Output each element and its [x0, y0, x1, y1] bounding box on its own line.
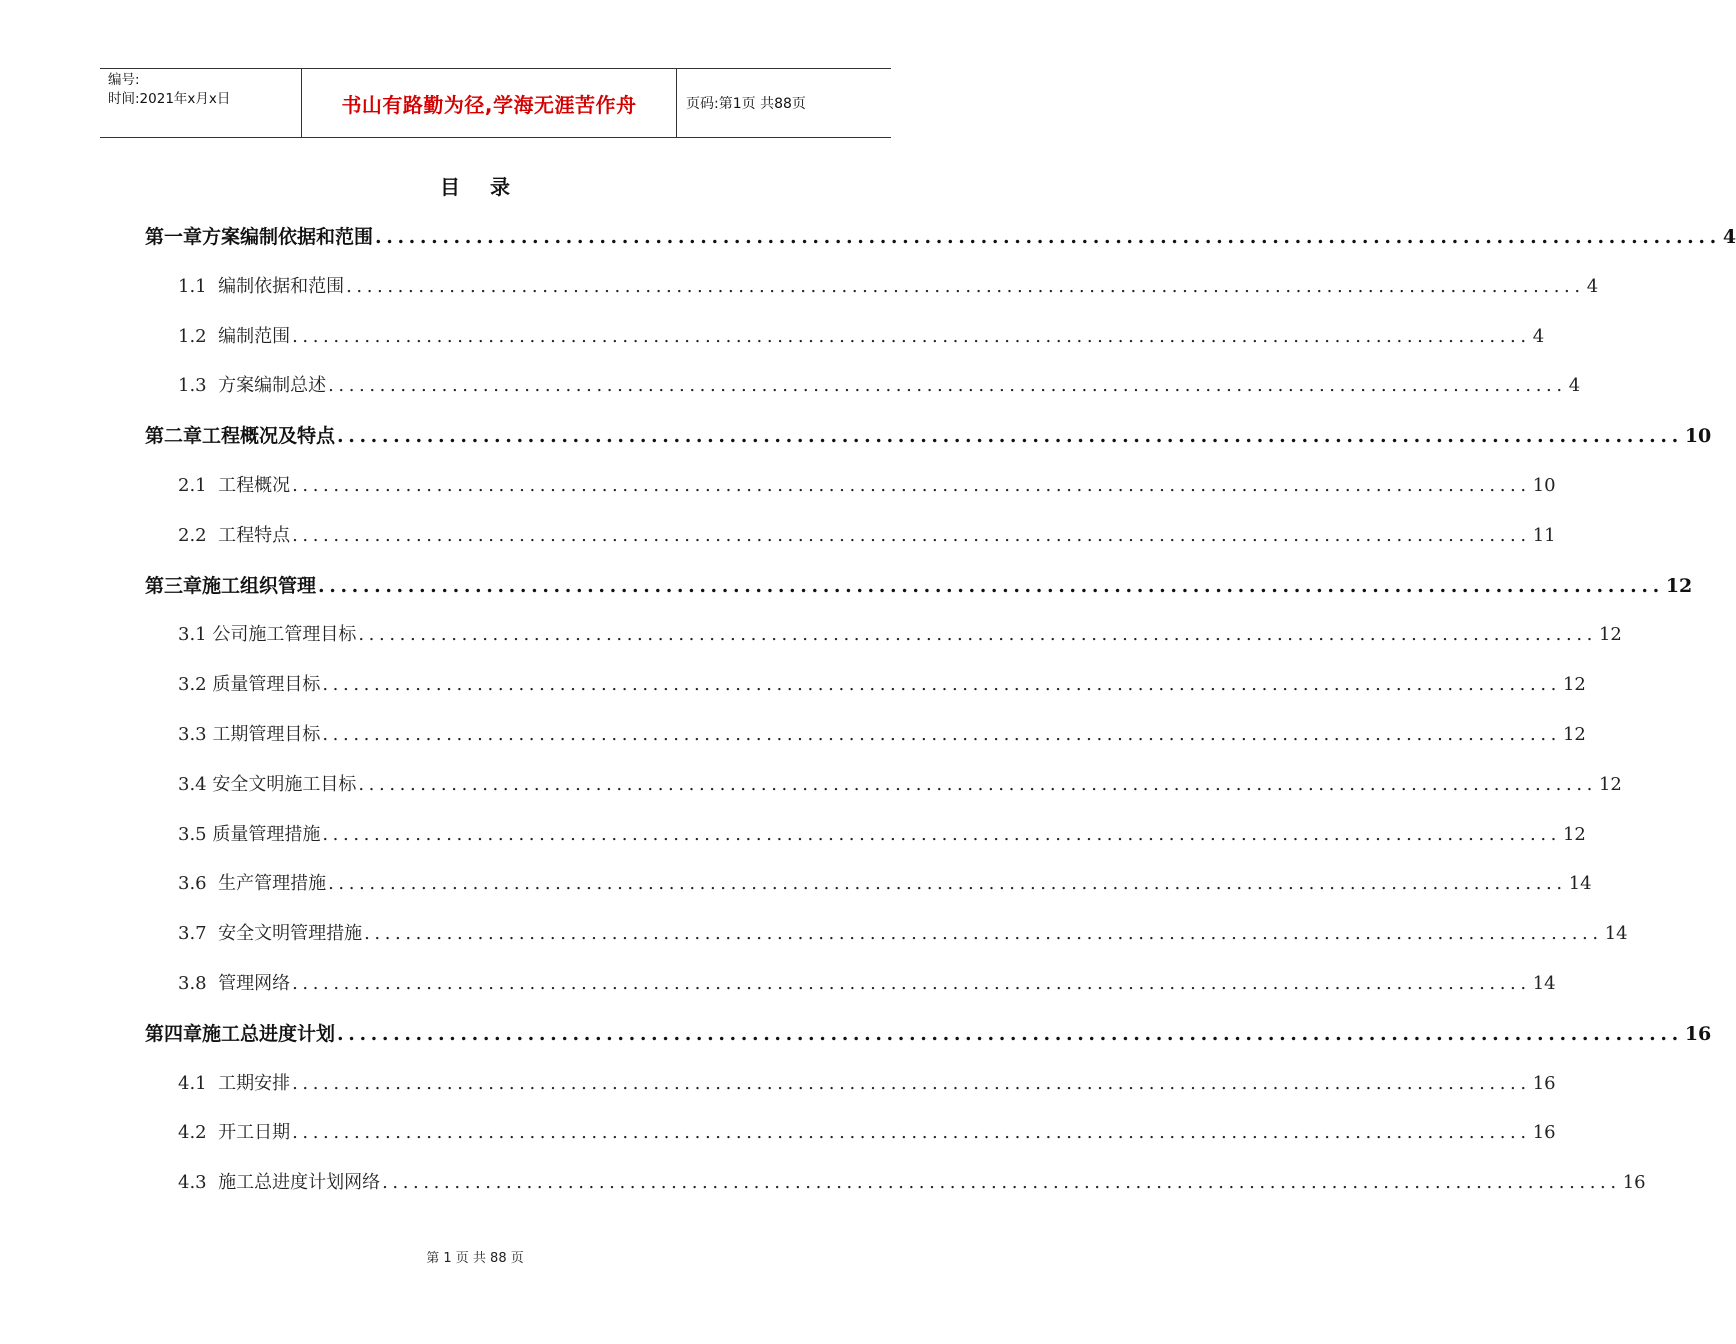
- toc-entry-title: 工程特点: [218, 524, 291, 546]
- toc-leader-dots: ........................................................................................................................: [328, 873, 1567, 895]
- toc-chapter-entry[interactable]: [145, 222, 1736, 252]
- toc-title-char-2: 录: [490, 175, 510, 199]
- toc-leader-dots: ........................................................................................................................: [292, 524, 1531, 546]
- toc-leader-dots: ........................................................................................................................: [292, 1072, 1531, 1094]
- toc-entry-number: 3.7: [178, 923, 219, 945]
- toc-title: [0, 171, 950, 200]
- toc-section-entry[interactable]: [178, 1118, 1556, 1148]
- toc-chapter-entry[interactable]: [145, 421, 1712, 451]
- toc-entry-number: 4.1: [178, 1072, 219, 1094]
- toc-chapter-entry[interactable]: [145, 571, 1693, 601]
- toc-entry-page: 14: [1532, 973, 1556, 994]
- toc-entry-number: 4.2: [178, 1122, 219, 1144]
- toc-leader-dots: ........................................................................................................................: [375, 226, 1721, 248]
- toc-entry-page: 14: [1604, 923, 1628, 945]
- toc-leader-dots: ........................................................................................................................: [358, 624, 1597, 646]
- toc-entry-page: 12: [1665, 574, 1693, 597]
- header-motto: 书山有路勤为径,学海无涯苦作舟: [302, 69, 677, 137]
- toc-entry-title: 方案编制总述: [218, 375, 327, 397]
- document-header: [100, 68, 891, 138]
- toc-entry-number: 3.5: [178, 823, 213, 845]
- toc-leader-dots: ........................................................................................................................: [337, 1022, 1683, 1045]
- toc-leader-dots: ........................................................................................................................: [337, 425, 1683, 448]
- toc-section-entry[interactable]: [178, 770, 1622, 800]
- toc-leader-dots: ........................................................................................................................: [346, 275, 1585, 297]
- toc-section-entry[interactable]: [178, 521, 1556, 551]
- toc-title-char-1: 目: [440, 175, 460, 199]
- toc-section-entry[interactable]: [178, 620, 1622, 650]
- toc-entry-number: 2.1: [178, 475, 219, 496]
- time-label: 时间:2021年x月x日: [108, 91, 231, 107]
- toc-entry-title: 公司施工管理目标: [212, 624, 357, 646]
- toc-entry-page: 10: [1532, 475, 1556, 496]
- toc-entry-number: 3.1: [178, 624, 213, 646]
- page-footer: 第 1 页 共 88 页: [426, 1251, 524, 1266]
- toc-leader-dots: ........................................................................................................................: [322, 823, 1561, 845]
- toc-entry-number: 3.2: [178, 674, 213, 696]
- toc-section-entry[interactable]: [178, 919, 1628, 949]
- toc-leader-dots: ........................................................................................................................: [292, 1122, 1531, 1144]
- toc-section-entry[interactable]: [178, 869, 1592, 899]
- toc-section-entry[interactable]: [178, 969, 1556, 999]
- toc-section-entry[interactable]: [178, 820, 1586, 850]
- toc-entry-page: 4: [1568, 375, 1581, 397]
- toc-entry-number: 第四章: [145, 1022, 203, 1045]
- toc-entry-number: 4.3: [178, 1172, 219, 1194]
- toc-entry-page: 16: [1622, 1172, 1646, 1194]
- toc-leader-dots: ........................................................................................................................: [382, 1172, 1621, 1194]
- toc-section-entry[interactable]: [178, 1168, 1646, 1198]
- toc-leader-dots: ........................................................................................................................: [292, 973, 1531, 994]
- toc-entry-page: 4: [1722, 226, 1736, 248]
- toc-leader-dots: ........................................................................................................................: [292, 475, 1531, 496]
- toc-section-entry[interactable]: [178, 670, 1586, 700]
- toc-entry-title: 施工总进度计划网络: [218, 1172, 381, 1194]
- toc-entry-page: 10: [1684, 425, 1712, 448]
- toc-entry-page: 4: [1532, 325, 1545, 347]
- toc-entry-title: 工程概况及特点: [202, 425, 336, 448]
- toc-entry-title: 编制依据和范围: [218, 275, 345, 297]
- toc-entry-number: 3.3: [178, 724, 213, 745]
- toc-entry-page: 12: [1562, 674, 1586, 696]
- toc-chapter-entry[interactable]: [145, 1019, 1712, 1049]
- toc-entry-title: 工期管理目标: [212, 724, 321, 745]
- toc-entry-title: 施工组织管理: [202, 574, 317, 597]
- toc-entry-title: 开工日期: [218, 1122, 291, 1144]
- toc-leader-dots: ........................................................................................................................: [364, 923, 1603, 945]
- toc-entry-title: 质量管理目标: [212, 674, 321, 696]
- toc-section-entry[interactable]: [178, 1069, 1556, 1099]
- toc-entry-title: 施工总进度计划: [202, 1022, 336, 1045]
- toc-entry-number: 第一章: [145, 226, 203, 248]
- toc-leader-dots: ........................................................................................................................: [328, 375, 1567, 397]
- toc-entry-title: 编制范围: [218, 325, 291, 347]
- toc-section-entry[interactable]: [178, 371, 1581, 401]
- toc-section-entry[interactable]: [178, 471, 1556, 501]
- number-label: 编号:: [108, 72, 140, 88]
- toc-entry-page: 12: [1598, 624, 1622, 646]
- toc-entry-number: 3.6: [178, 873, 219, 895]
- toc-leader-dots: ........................................................................................................................: [318, 574, 1664, 597]
- toc-entry-title: 安全文明管理措施: [218, 923, 363, 945]
- toc-entry-number: 3.8: [178, 973, 219, 994]
- toc-entry-page: 16: [1532, 1072, 1556, 1094]
- toc-entry-page: 12: [1562, 823, 1586, 845]
- toc-entry-page: 12: [1562, 724, 1586, 745]
- toc-entry-page: 14: [1568, 873, 1592, 895]
- toc-leader-dots: ........................................................................................................................: [322, 674, 1561, 696]
- toc-leader-dots: ........................................................................................................................: [292, 325, 1531, 347]
- toc-entry-number: 1.3: [178, 375, 219, 397]
- header-meta: [100, 69, 302, 137]
- toc-entry-title: 生产管理措施: [218, 873, 327, 895]
- toc-entry-number: 第二章: [145, 425, 203, 448]
- toc-entry-page: 12: [1598, 773, 1622, 795]
- toc-entry-page: 4: [1586, 275, 1599, 297]
- toc-entry-title: 质量管理措施: [212, 823, 321, 845]
- toc-section-entry[interactable]: [178, 720, 1586, 750]
- toc-entry-page: 16: [1684, 1022, 1712, 1045]
- toc-entry-title: 方案编制依据和范围: [202, 226, 374, 248]
- toc-entry-number: 1.2: [178, 325, 219, 347]
- toc-entry-number: 1.1: [178, 275, 219, 297]
- toc-section-entry[interactable]: [178, 272, 1599, 302]
- toc-leader-dots: ........................................................................................................................: [322, 724, 1561, 745]
- toc-entry-number: 第三章: [145, 574, 203, 597]
- toc-section-entry[interactable]: [178, 322, 1545, 352]
- toc-entry-page: 11: [1532, 524, 1556, 546]
- toc-entry-page: 16: [1532, 1122, 1556, 1144]
- toc-entry-title: 安全文明施工目标: [212, 773, 357, 795]
- toc-entry-number: 2.2: [178, 524, 219, 546]
- toc-leader-dots: ........................................................................................................................: [358, 773, 1597, 795]
- toc-entry-title: 工程概况: [218, 475, 291, 496]
- toc-entry-title: 管理网络: [218, 973, 291, 994]
- toc-entry-number: 3.4: [178, 773, 213, 795]
- header-page-info: 页码:第1页 共88页: [686, 96, 806, 112]
- toc-entry-title: 工期安排: [218, 1072, 291, 1094]
